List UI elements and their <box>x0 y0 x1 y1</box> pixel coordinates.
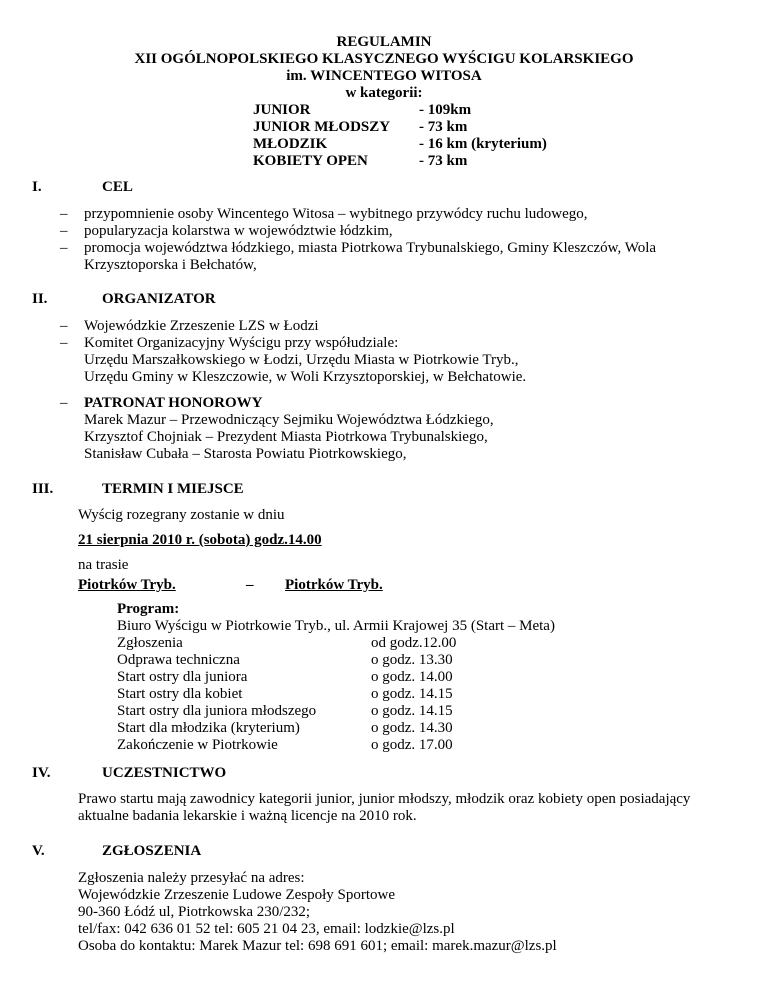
program-block <box>117 601 555 754</box>
subtitle-name: im. WINCENTEGO WITOSA <box>286 68 482 84</box>
program-row: Start dla młodzika (kryterium) o godz. 14.30 <box>117 720 453 736</box>
section-title: CEL <box>102 179 133 195</box>
goals-list <box>60 206 710 274</box>
program-title: Program: <box>117 601 180 617</box>
category-distance: - 16 km (kryterium) <box>419 136 547 152</box>
categories-intro: w kategorii: <box>345 85 423 101</box>
list-item: – Komitet Organizacyjny Wyścigu przy współudziale: Urzędu Marszałkowskiego w Łodzi, Urzędu Miasta w Piotrkowie Tryb., Urzędu Gminy w Kleszczowie, w Woli Krzysztoporskiej, w Bełchatowie. <box>60 335 527 385</box>
route-finish: Piotrków Tryb. <box>285 577 383 593</box>
category-distance: - 73 km <box>419 119 468 135</box>
date-intro: Wyścig rozegrany zostanie w dniu <box>78 507 285 523</box>
section-number: II. <box>32 291 48 307</box>
list-item: – Wojewódzkie Zrzeszenie LZS w Łodzi <box>60 318 319 334</box>
section-number: III. <box>32 481 54 497</box>
program-row: Start ostry dla kobiet o godz. 14.15 <box>117 686 453 702</box>
section-title: TERMIN I MIEJSCE <box>102 481 244 497</box>
section-number: IV. <box>32 765 51 781</box>
category-name: KOBIETY OPEN <box>253 153 368 169</box>
category-row <box>253 119 547 136</box>
route-dash: – <box>246 577 254 593</box>
category-name: MŁODZIK <box>253 136 328 152</box>
category-row <box>253 153 547 170</box>
category-row <box>253 136 547 153</box>
patronage-title: PATRONAT HONOROWY <box>84 395 263 411</box>
list-item: – popularyzacja kolarstwa w województwie łódzkim, <box>60 223 393 239</box>
section-number: I. <box>32 179 42 195</box>
program-row: Start ostry dla juniora młodszego o godz. 14.15 <box>117 703 453 719</box>
categories-list <box>253 102 547 170</box>
program-row: Odprawa techniczna o godz. 13.30 <box>117 652 453 668</box>
category-distance: - 109km <box>419 102 472 118</box>
category-name: JUNIOR <box>253 102 311 118</box>
patronage-block <box>60 395 710 463</box>
section-title: ORGANIZATOR <box>102 291 216 307</box>
list-item: – przypomnienie osoby Wincentego Witosa – wybitnego przywódcy ruchu ludowego, <box>60 206 588 222</box>
program-office: Biuro Wyścigu w Piotrkowie Tryb., ul. Armii Krajowej 35 (Start – Meta) <box>117 618 555 634</box>
participation-text: Prawo startu mają zawodnicy kategorii junior, junior młodszy, młodzik oraz kobiety open posiadający aktualne badania lekarskie i ważną licencje na 2010 rok. <box>78 791 691 824</box>
route-intro: na trasie <box>78 557 129 573</box>
section-title: UCZESTNICTWO <box>102 765 227 781</box>
subtitle: XII OGÓLNOPOLSKIEGO KLASYCZNEGO WYŚCIGU KOLARSKIEGO <box>134 51 634 67</box>
title: REGULAMIN <box>336 34 432 50</box>
document-header <box>0 34 768 102</box>
category-name: JUNIOR MŁODSZY <box>253 119 391 135</box>
program-row: Start ostry dla juniora o godz. 14.00 <box>117 669 453 685</box>
category-distance: - 73 km <box>419 153 468 169</box>
list-item: – promocja województwa łódzkiego, miasta Piotrkowa Trybunalskiego, Gminy Kleszczów, Wola Krzysztoporska i Bełchatów, <box>60 240 657 273</box>
list-item: – PATRONAT HONOROWY Marek Mazur – Przewodniczący Sejmiku Województwa Łódzkiego, Krzysztof Chojniak – Prezydent Miasta Piotrkowa Trybunalskiego, Stanisław Cubała – Starosta Powiatu Piotrkowskiego, <box>60 395 494 462</box>
race-date: 21 sierpnia 2010 r. (sobota) godz.14.00 <box>78 532 322 548</box>
organizer-list <box>60 318 710 386</box>
registration-text: Zgłoszenia należy przesyłać na adres: Wojewódzkie Zrzeszenie Ludowe Zespoły Sportowe 90-360 Łódź ul, Piotrkowska 230/232; tel/fax: 042 636 01 52 tel: 605 21 04 23, email: lodzkie@lzs.pl Osoba do kontaktu: Marek Mazur tel: 698 691 601; email: marek.mazur@lzs.pl <box>78 870 557 954</box>
program-row: Zgłoszenia od godz.12.00 <box>117 635 457 651</box>
category-row <box>253 102 547 119</box>
section-title: ZGŁOSZENIA <box>102 843 202 859</box>
section-number: V. <box>32 843 45 859</box>
route-start: Piotrków Tryb. <box>78 577 176 593</box>
program-row: Zakończenie w Piotrkowie o godz. 17.00 <box>117 737 453 753</box>
